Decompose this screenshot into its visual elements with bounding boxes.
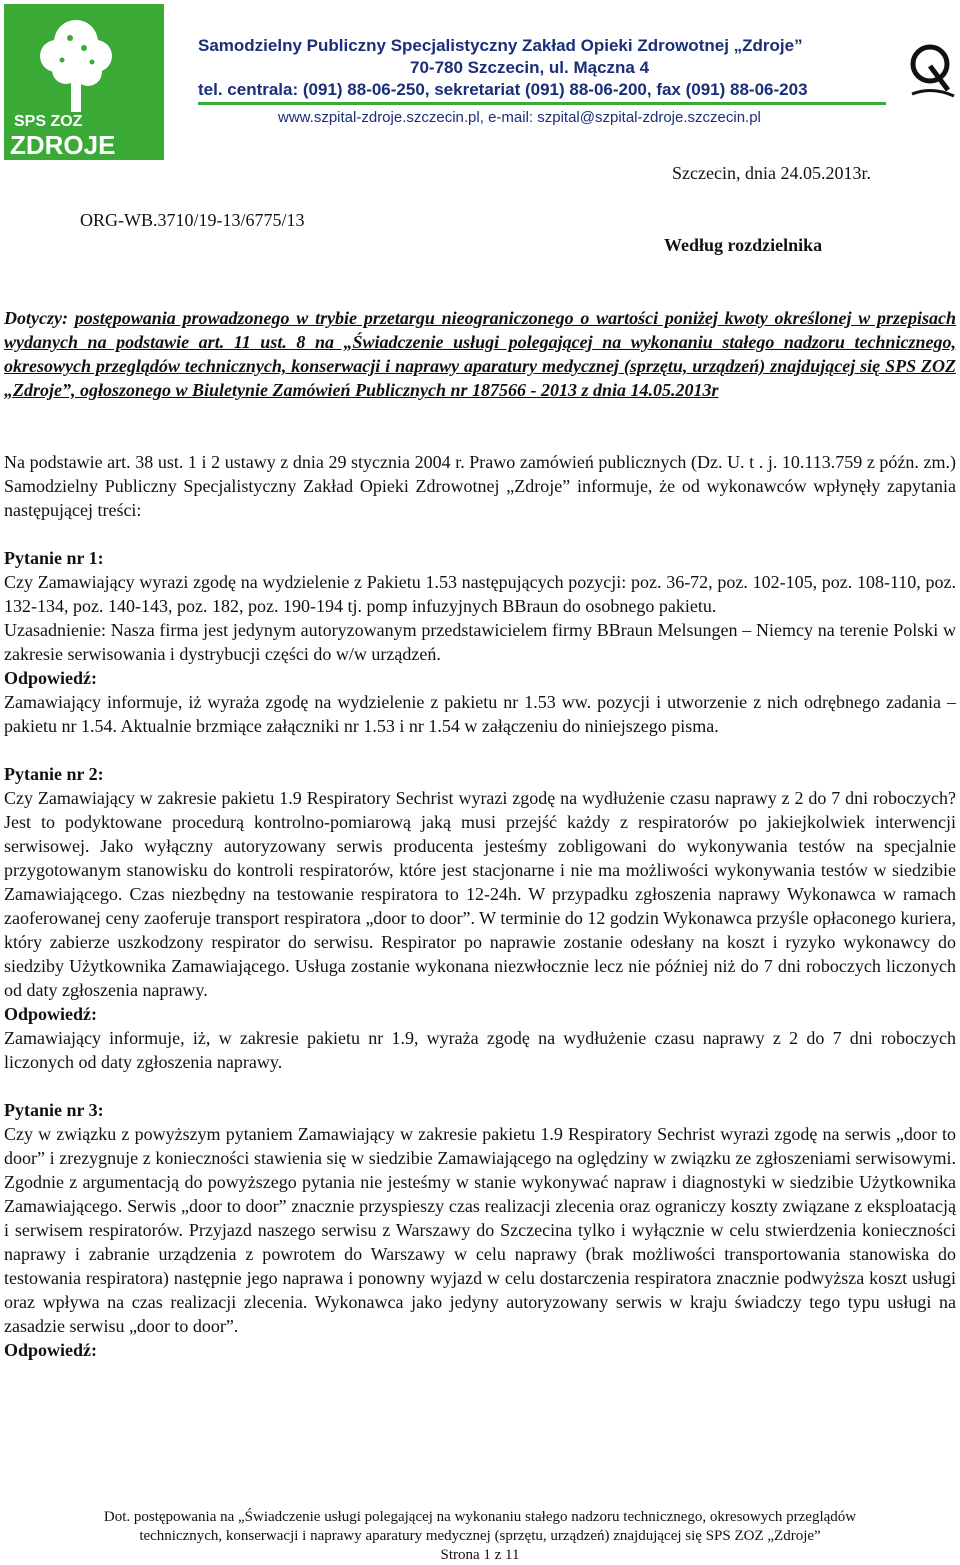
quality-certificate-icon bbox=[908, 40, 956, 102]
header-divider bbox=[198, 102, 886, 105]
footer-line-1: Dot. postępowania na „Świadczenie usługi polegającej na wykonaniu stałego nadzoru technicznego, okresowych przeglądów bbox=[103, 1509, 857, 1525]
answer-1-text: Zamawiający informuje, iż wyraża zgodę na wydzielenie z pakietu nr 1.53 ww. pozycji i utworzenie z nich odrębnego zadania – pakietu nr 1.54. Aktualnie brzmiące załączniki nr 1.53 i nr 1.54 w załączeniu do niniejszego pisma. bbox=[4, 692, 956, 736]
question-3-text: Czy w związku z powyższym pytaniem Zamawiający w zakresie pakietu 1.9 Respiratory Sechrist wyrazi zgodę na serwis „door to door” i zrezygnuje z konieczności stawienia się w siedzibie Zamawiającego na oględziny w związku ze zgłoszeniami serwisowymi. Zgodnie z argumentacją do powyższego pytania nie jesteśmy w stanie wykonywać napraw i diagnostyki w siedzibie Użytkownika Zamawiającego. Serwis „door to door” znacznie przyspieszy czas realizacji zlecenia oraz ograniczy koszty związane z eksploatacją i serwisem respiratorów. Przyjazd naszego serwisu z Warszawy do Szczecina tylko i wyłącznie w celu stwierdzenia konieczności naprawy i zabranie urządzenia z powrotem do Warszawy w celu naprawy (brak możliwości transportowania stanowiska do testowania respiratora) następnie jego naprawa i ponowny wyjazd w celu dostarczenia respiratora znacznie podwyższa koszt usługi oraz wpływa na czas realizacji zlecenia. Wykonawca jako jedyny autoryzowany serwis w kraju świadczy tego typu usługi na zasadzie serwisu „door to door”. bbox=[4, 1124, 956, 1336]
logo-zdroje-text: ZDROJE bbox=[10, 130, 116, 160]
footer-line-2: technicznych, konserwacji i naprawy aparatury medycznej (sprzętu, urządzeń) znajdującej się SPS ZOZ „Zdroje” bbox=[139, 1528, 821, 1544]
answer-2-text: Zamawiający informuje, iż, w zakresie pakietu nr 1.9, wyraża zgodę na wydłużenie czasu naprawy z 2 do 7 dni roboczych liczonych od daty zgłoszenia naprawy. bbox=[4, 1028, 956, 1072]
question-3-label: Pytanie nr 3: bbox=[4, 1100, 104, 1120]
institution-name: Samodzielny Publiczny Specjalistyczny Zakład Opieki Zdrowotnej „Zdroje” bbox=[198, 36, 803, 55]
answer-3-label: Odpowiedź: bbox=[4, 1340, 98, 1360]
subject-label: Dotyczy: bbox=[4, 308, 68, 328]
page-footer bbox=[0, 1508, 960, 1565]
question-1-label: Pytanie nr 1: bbox=[4, 548, 104, 568]
intro-paragraph: Na podstawie art. 38 ust. 1 i 2 ustawy z dnia 29 stycznia 2004 r. Prawo zamówień publicznych (Dz. U. t . j. 10.113.759 z późn. zm.) Samodzielny Publiczny Specjalistyczny Zakład Opieki Zdrowotnej „Zdroje” informuje, że od wykonawców wpłynęły zapytania następującej treści: bbox=[4, 452, 956, 520]
subject-block bbox=[4, 306, 956, 402]
institution-web: www.szpital-zdroje.szczecin.pl, e-mail: szpital@szpital-zdroje.szczecin.pl bbox=[278, 109, 761, 126]
question-2-label: Pytanie nr 2: bbox=[4, 764, 104, 784]
institution-address: 70-780 Szczecin, ul. Mączna 4 bbox=[410, 58, 650, 77]
distribution-note: Według rozdzielnika bbox=[664, 235, 823, 255]
question-2-text: Czy Zamawiający w zakresie pakietu 1.9 Respiratory Sechrist wyrazi zgodę na wydłużenie czasu naprawy z 2 do 7 dni roboczych? Jest to podyktowane procedurą kontrolno-pomiarową jaką musi przejść każdy z respiratorów po jakiejkolwiek interwencji serwisowej. Jako wyłączny autoryzowany serwis producenta jesteśmy zobligowani do wykonywania testów na specjalnie przygotowanym stanowisku do kontroli respiratorów, które jest stacjonarne i nie ma możliwości wykonywania testów w siedzibie Zamawiającego. Czas niezbędny na testowanie respiratora to 12-24h. W przypadku zgłoszenia naprawy Wykonawca w ramach zaoferowanej ceny zaoferuje transport respiratora „door to door”. W terminie do 12 godzin Wykonawca przyśle opłaconego kuriera, który zabierze uszkodzony respirator do serwisu. Respirator po naprawie zostanie odesłany na koszt i ryzyko wykonawcy do siedziby Użytkownika Zamawiającego. Usługa zostanie wykonana niezwłocznie lecz nie później niż do 7 dni roboczych liczonych od daty zgłoszenia naprawy. bbox=[4, 788, 956, 1000]
answer-2-label: Odpowiedź: bbox=[4, 1004, 98, 1024]
page-number: Strona 1 z 11 bbox=[440, 1547, 520, 1563]
subject-text: postępowania prowadzonego w trybie przetargu nieograniczonego o wartości poniżej kwoty określonej w przepisach wydanych na podstawie art. 11 ust. 8 na „Świadczenie usługi polegającej na wykonaniu stałego nadzoru technicznego, okresowych przeglądów technicznych, konserwacji i naprawy aparatury medycznej (sprzętu, urządzeń) znajdującej się SPS ZOZ „Zdroje”, ogłoszonego w Biuletynie Zamówień Publicznych nr 187566 - 2013 z dnia 14.05.2013r bbox=[4, 308, 956, 400]
document-date: Szczecin, dnia 24.05.2013r. bbox=[672, 163, 871, 183]
institution-phones: tel. centrala: (091) 88-06-250, sekretariat (091) 88-06-200, fax (091) 88-06-203 bbox=[198, 80, 808, 99]
document-reference: ORG-WB.3710/19-13/6775/13 bbox=[80, 210, 305, 230]
question-1-justification: Uzasadnienie: Nasza firma jest jedynym autoryzowanym przedstawicielem firmy BBraun Melsungen – Niemcy na terenie Polski w zakresie serwisowania i dystrybucji części do w/w urządzeń. bbox=[4, 620, 956, 664]
answer-1-label: Odpowiedź: bbox=[4, 668, 98, 688]
hospital-logo bbox=[4, 4, 164, 160]
logo-sps-zoz-text: SPS ZOZ bbox=[14, 113, 83, 130]
question-1-text: Czy Zamawiający wyrazi zgodę na wydzielenie z Pakietu 1.53 następujących pozycji: poz. 36-72, poz. 102-105, poz. 108-110, poz. 132-134, poz. 140-143, poz. 182, poz. 190-194 tj. pomp infuzyjnych BBraun do osobnego pakietu. bbox=[4, 572, 956, 616]
letter-body bbox=[4, 450, 956, 1362]
